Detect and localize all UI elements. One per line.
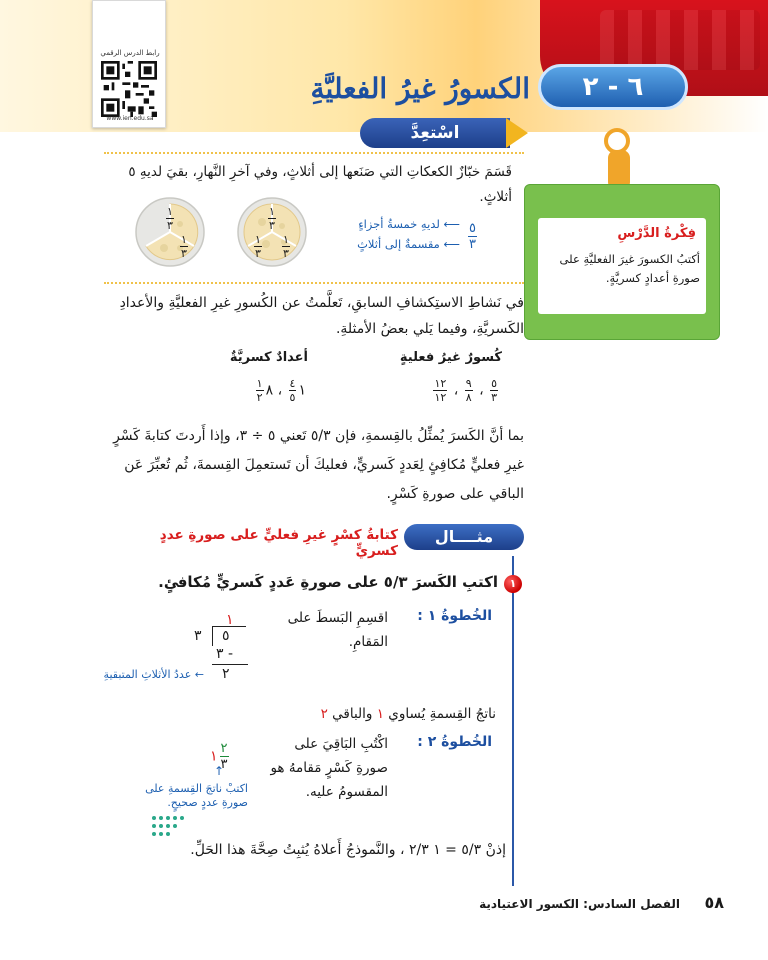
example-question: اكتبِ الكَسرَ ٥/٣ على صورةِ عَددٍ كَسريٍّ مُكافئٍ. (158, 573, 498, 591)
improper-examples: $\frac{٥}{٣}$ ، $\frac{٩}{٨}$ ، $\frac{١٢}{١٢}$ (434, 377, 497, 404)
step2-label: الخُطوةُ ٢ : (417, 734, 492, 750)
result-quotient: ١ (376, 706, 384, 722)
pizza-slice-label: ١ ٣ (255, 233, 261, 260)
example-side-rule (512, 556, 514, 886)
lesson-title: الكسورُ غيرُ الفعليَّةِ (310, 72, 530, 105)
improper-example: $\frac{٩}{٨}$ (465, 377, 472, 404)
improper-example: $\frac{٥}{٣}$ (491, 377, 497, 404)
warmup-tab: اسْتعِدَّ (360, 118, 510, 148)
step2-fraction: $\frac{٢}{٣}$ (220, 741, 228, 772)
qr-url: www.ien.edu.sa (106, 115, 154, 122)
qr-code-icon (101, 61, 157, 117)
explanation-paragraph: بما أنَّ الكَسرَ يُمثِّلُ بالقِسمةِ، فإن ٥/٣ تَعني ٥ ÷ ٣، وإذا أَردتَ كتابةَ كَسْرٍ غيرِ فعليٍّ مُكافِئٍ لِعَددٍ كَسريٍّ، فعليكَ أن تَستعمِلَ القِسمةَ، ثُم تُعبِّرَ عَن الباقي على صورةِ كَسْرٍ. (113, 428, 524, 502)
step1-text: اقسِمِ البَسطَ على المَقامِ. (287, 610, 388, 650)
mixed-example: $\frac{٤}{٥}$ (289, 377, 296, 404)
qr-caption: رابط الدرس الرقمي (100, 49, 160, 57)
division-subtract: ٣ - (216, 646, 234, 662)
col-improper-header: كُسورٌ غيرُ فعليةٍ (399, 350, 502, 365)
col-mixed-header: أعدادٌ كسريَّةٌ (229, 350, 308, 365)
lesson-idea-text: أكتبُ الكسورَ غيرَ الفعليَّةِ على صورةِ أعدادٍ كسريَّةٍ. (559, 252, 700, 285)
division-dividend: ٥ (222, 628, 230, 644)
mixed-whole: ٨ (265, 382, 274, 399)
arrow-up-icon: ↑ (214, 764, 225, 778)
lesson-number-badge: ٦ - ٢ (538, 64, 688, 110)
pizza-slice-label: ١ ٣ (283, 233, 289, 260)
legend-top-note: ⟵ لديهِ خمسةُ أجزاءٍ (358, 217, 460, 231)
legend-bottom-note: ⟵ مقسمةٌ إلى أثلاثٍ (357, 237, 460, 251)
mixed-whole: ١ (298, 382, 306, 399)
division-divisor: ٣ (194, 628, 202, 644)
remainder-note: ← عددُ الأثلاثِ المتبقيةِ (103, 668, 204, 681)
legend-top-text: لديهِ خمسةُ أجزاءٍ (358, 217, 440, 231)
result-middle: والباقي (332, 706, 373, 722)
improper-example: $\frac{١٢}{١٢}$ (434, 377, 447, 404)
page-number: ٥٨ (704, 893, 724, 912)
result-line (240, 706, 496, 722)
chapter-title: الكسور الاعتيادية (479, 897, 579, 911)
step2-whole: ١ (210, 748, 218, 765)
qr-card[interactable] (92, 0, 166, 128)
dot-grid-icon (150, 814, 186, 838)
conclusion-text: إذنْ ٥/٣ = ١ ٢/٣ ، والنَّموذجُ أَعلاهُ يُثبِتُ صِحَّةَ هذا الحَلِّ. (190, 842, 506, 858)
mixed-example: $\frac{١}{٢}$ (256, 377, 263, 404)
result-remainder: ٢ (320, 706, 328, 722)
mixed-examples: ١ $\frac{٤}{٥}$ ، ٨ $\frac{١}{٢}$ (256, 377, 306, 404)
example-number-badge: ١ (504, 575, 522, 593)
legend-bottom-text: مقسمةٌ إلى أثلاثٍ (357, 237, 440, 251)
result-prefix: ناتجُ القِسمةِ يُساوي (388, 706, 496, 722)
chapter-label: الفصل السادس: (583, 897, 680, 911)
division-quotient: ١ (226, 612, 234, 628)
example-label: مثــــال (404, 524, 524, 550)
step2-text: اكْتُبِ البَاقِيَ على صورةِ كَسْرٍ مَقامهُ هو المقسومُ عليه. (270, 736, 388, 800)
warmup-arrow-icon (506, 118, 528, 148)
warmup-text: قَسَمَ خبّازٌ الكعكاتِ التي صَنَعها إلى أثلاثٍ، وفي آخرِ النَّهارِ، بقيَ لديهِ ٥ أثلاثٍ. (128, 164, 512, 205)
example-title: كتابةُ كسْرٍ غيرِ فعليٍّ على صورةِ عددٍ كسريٍّ (159, 527, 398, 559)
pizza-slice-label: ١ ٣ (181, 233, 187, 260)
division-remainder: ٢ (222, 666, 230, 682)
intro-paragraph: في نَشاطِ الاستِكشافِ السابقِ، تَعلَّمتُ عن الكُسورِ غيرِ الفعليَّةِ والأعدادِ الكَسريَّةِ، وفيما يَلي بعضُ الأمثلةِ. (119, 295, 524, 337)
step2-note: اكتبْ ناتجَ القِسمةِ على صورةِ عددٍ صحيحٍ. (145, 782, 248, 809)
division-line (212, 664, 248, 665)
pizza-slice-label: ١ ٣ (269, 205, 275, 232)
lesson-idea-title: فِكْرةُ الدَّرْسِ (617, 226, 696, 241)
pizza-slice-label: ١ ٣ (167, 205, 173, 232)
step1-label: الخُطوةُ ١ : (417, 608, 492, 624)
footer-chapter (460, 897, 680, 911)
warmup-fraction: ٥ ٣ (469, 221, 476, 252)
